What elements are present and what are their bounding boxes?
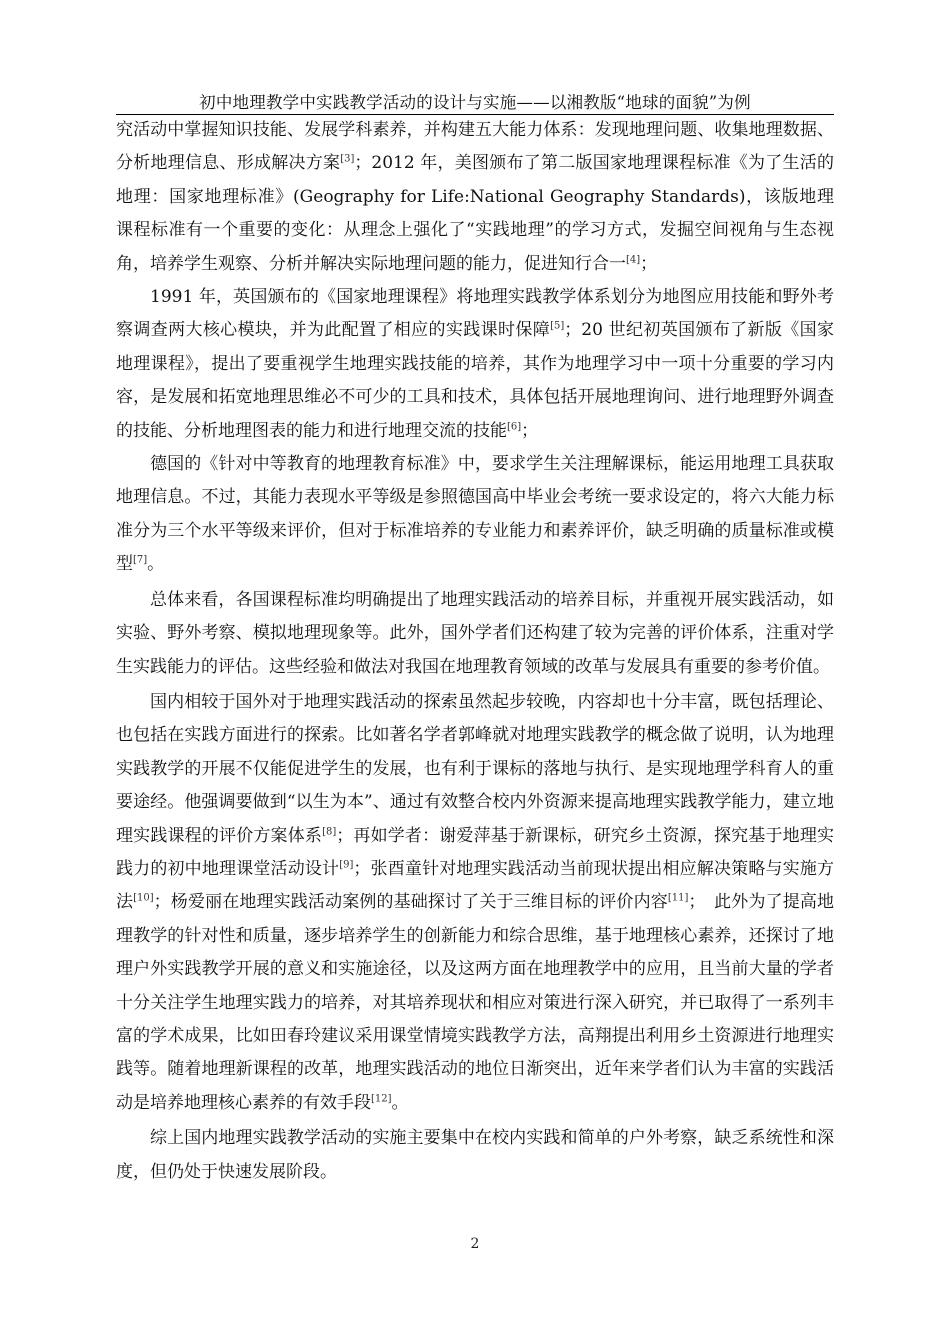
paragraph-text: ；杨爱丽在地理实践活动案例的基础探讨了关于三维目标的评价内容 bbox=[153, 892, 668, 913]
citation-marker: [4] bbox=[626, 253, 641, 265]
page-number: 2 bbox=[470, 1236, 480, 1252]
citation-marker: [11] bbox=[667, 892, 689, 904]
citation-marker: [3] bbox=[340, 153, 355, 165]
paragraph-text: 1991 年，英国颁布的《国家地理课程》将地理实践教学体系划分为地图应用技能和野外考察调查两大核心模块，并为此配置了相应的实践课时保障 bbox=[116, 287, 834, 341]
citation-marker: [10] bbox=[133, 892, 154, 904]
paragraph-text: ；2012 年，美图颁布了第二版国家地理课程标准《为了生活的地理：国家地理标准》(Geography for Life:National Geography Standards)，该版地理课程标准有一个重要的变化：从理念上强化了“实践地理”的学习方式，发掘空间视角与生态视角，培养学生观察、分析并解决实际地理问题的能力，促进知行合一 bbox=[116, 153, 834, 274]
paragraph-text: ；张酉童针对地理实践活动当前现状提出相应解决策略与实施方法 bbox=[116, 858, 834, 913]
paragraph bbox=[116, 448, 834, 582]
paragraph-text: ；再如学者：谢爱萍基于新课标，研究乡土资源，探究基于地理实践力的初中地理课堂活动设计 bbox=[116, 825, 835, 879]
paragraph-text: 国内相较于国外对于地理实践活动的探索虽然起步较晚，内容却也十分丰富，既包括理论、也包括在实践方面进行的探索。比如著名学者郭峰就对地理实践教学的概念做了说明，认为地理实践教学的开展不仅能促进学生的发展，也有利于课标的落地与执行、是实现地理学科育人的重要途经。他强调要做到“以生为本”、通过有效整合校内外资源来提高地理实践教学能力，建立地理实践课程的评价方案体系 bbox=[116, 691, 834, 846]
body-text bbox=[116, 114, 834, 1189]
paragraph bbox=[116, 584, 834, 684]
paragraph-text: 。 bbox=[391, 1092, 409, 1113]
citation-marker: [12] bbox=[371, 1093, 392, 1105]
citation-marker: [5] bbox=[550, 320, 565, 332]
paragraph-text: 。 bbox=[147, 554, 165, 575]
citation-marker: [6] bbox=[507, 421, 522, 432]
paragraph-text: 究活动中掌握知识技能、发展学科素养，并构建五大能力体系：发现地理问题、收集地理数据、分析地理信息、形成解决方案 bbox=[116, 120, 834, 174]
running-header: 初中地理教学中实践教学活动的设计与实施——以湘教版“地球的面貌”为例 bbox=[199, 93, 751, 112]
paragraph-text: ； bbox=[640, 253, 658, 274]
citation-marker: [7] bbox=[133, 554, 148, 566]
paragraph bbox=[116, 686, 834, 1120]
paragraph-text: 德国的《针对中等教育的地理教育标准》中，要求学生关注理解课标，能运用地理工具获取地理信息。不过，其能力表现水平等级是参照德国高中毕业会考统一要求设定的，将六大能力标准分为三个水平等级来评价，但对于标准培养的专业能力和素养评价，缺乏明确的质量标准或模型 bbox=[116, 454, 834, 575]
paragraph-text: 综上国内地理实践教学活动的实施主要集中在校内实践和简单的户外考察，缺乏系统性和深度，但仍处于快速发展阶段。 bbox=[116, 1128, 834, 1182]
paragraph-text: ；20 世纪初英国颁布了新版《国家地理课程》，提出了要重视学生地理实践技能的培养，其作为地理学习中一项十分重要的学习内容，是发展和拓宽地理思维必不可少的工具和技术，具体包括开展地理询问、进行地理野外调查的技能、分析地理图表的能力和进行地理交流的技能 bbox=[116, 320, 834, 441]
citation-marker: [9] bbox=[339, 859, 354, 871]
paragraph-continued bbox=[116, 114, 834, 281]
citation-marker: [8] bbox=[322, 825, 337, 837]
paragraph bbox=[116, 1122, 834, 1189]
paragraph bbox=[116, 281, 834, 448]
paragraph-text: ； bbox=[521, 420, 539, 441]
paragraph-text: 总体来看，各国课程标准均明确提出了地理实践活动的培养目标，并重视开展实践活动，如实验、野外考察、模拟地理现象等。此外，国外学者们还构建了较为完善的评价体系，注重对学生实践能力的评估。这些经验和做法对我国在地理教育领域的改革与发展具有重要的参考价值。 bbox=[116, 589, 834, 677]
paragraph-text: ； 此外为了提高地理教学的针对性和质量，逐步培养学生的创新能力和综合思维，基于地理核心素养，还探讨了地理户外实践教学开展的意义和实施途径，以及这两方面在地理教学中的应用，且当前大量的学者十分关注学生地理实践力的培养，对其培养现状和相应对策进行深入研究，并已取得了一系列丰富的学术成果，比如田春玲建议采用课堂情境实践教学方法，高翔提出利用乡土资源进行地理实践等。随着地理新课程的改革，地理实践活动的地位日渐突出，近年来学者们认为丰富的实践活动是培养地理核心素养的有效手段 bbox=[116, 892, 835, 1113]
